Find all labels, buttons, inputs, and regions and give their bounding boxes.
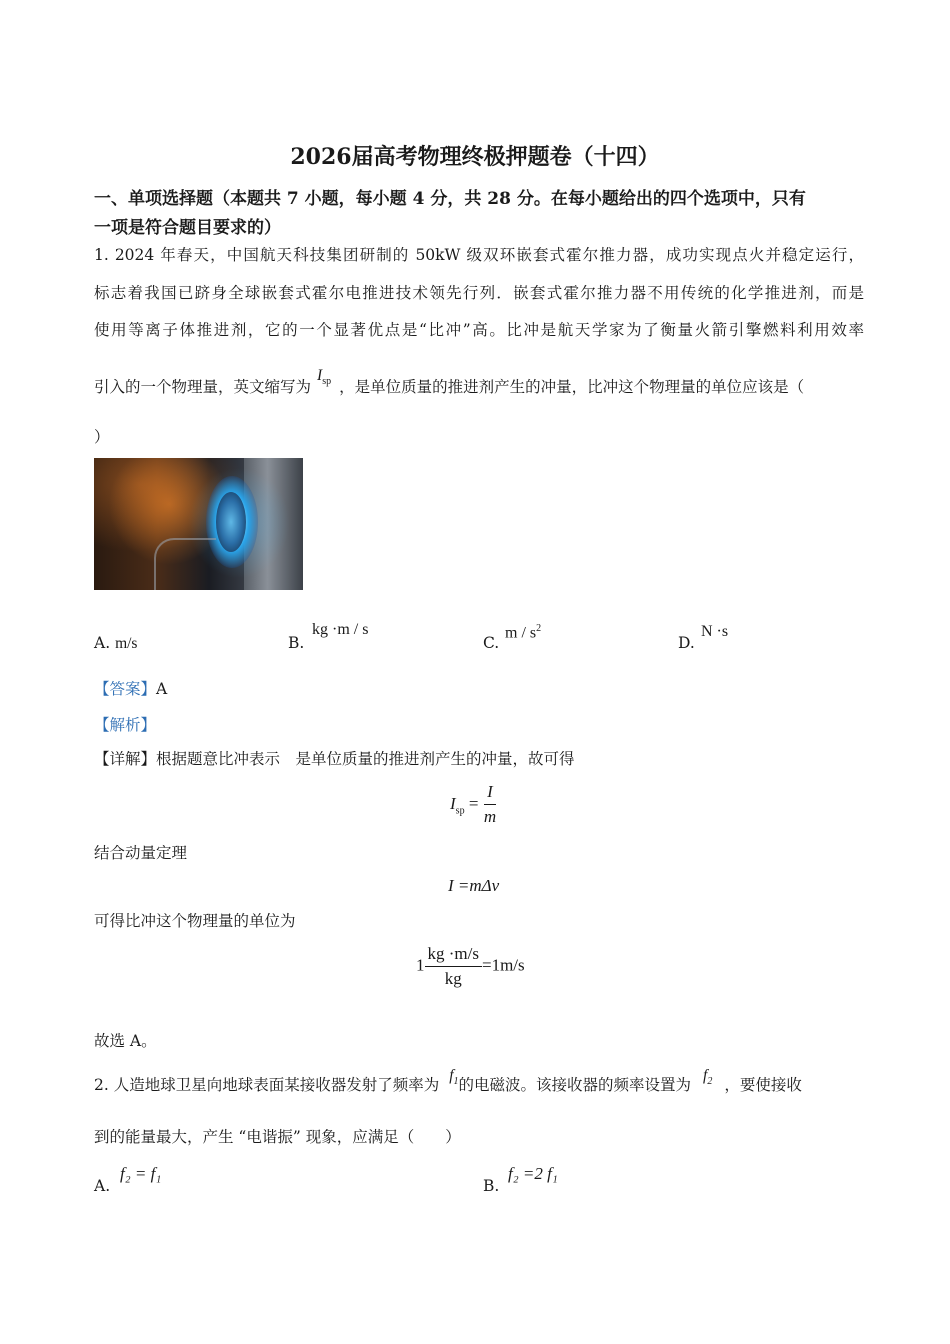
q1-line-3: 使用等离子体推进剂，它的一个显著优点是“比冲”高。比冲是航天学家为了衡量火箭引擎燃料利用效率 (94, 321, 864, 339)
option-c-exponent: 2 (536, 623, 542, 634)
answer-tag: 【答案】 (94, 680, 157, 698)
q1-line-4-end: ，是单位质量的推进剂产生的冲量，比冲这个物理量的单位应该是（ (339, 378, 805, 396)
option-d-label: D. (678, 634, 695, 652)
unit-text: 可得比冲这个物理量的单位为 (94, 912, 296, 930)
thruster-pipes (154, 538, 216, 590)
eq1-fraction (484, 782, 496, 827)
q1-option-a[interactable] (94, 636, 137, 652)
hall-thruster-photo (94, 458, 303, 590)
option-c-label: C. (483, 634, 500, 652)
q2-line-2: 到的能量最大，产生 “电谐振” 现象，应满足（ ） (94, 1128, 461, 1146)
q2-option-b[interactable] (483, 1179, 499, 1195)
option-b-value: kg ·m / s (312, 621, 369, 638)
q2-option-a[interactable] (94, 1179, 110, 1195)
q1-line-4-start: 引入的一个物理量，英文缩写为 (94, 378, 312, 396)
q1-option-c[interactable] (483, 636, 499, 652)
q1-option-d[interactable] (678, 636, 695, 652)
eq3-denominator: kg (444, 969, 462, 988)
equation-momentum: I =mΔv (448, 876, 500, 895)
section-heading-line2: 一项是符合题目要求的） (94, 218, 281, 238)
f2-letter: f (703, 1067, 708, 1084)
equation-isp (450, 782, 496, 827)
q2-option-a-expr: f₂ = f₁ (120, 1164, 162, 1183)
eq3-rhs: =1m/s (481, 955, 525, 975)
q1-option-b[interactable] (288, 636, 304, 652)
isp-letter: I (317, 367, 323, 384)
option-c-unit: m / s (505, 624, 537, 642)
f2-subscript: 2 (707, 1076, 713, 1088)
answer-value: A (156, 680, 168, 698)
eq3-fraction (425, 944, 482, 989)
q2-line-1-start: 2. 人造地球卫星向地球表面某接收器发射了频率为 (94, 1076, 440, 1094)
page-title: 2026届高考物理终极押题卷（十四） (290, 144, 660, 170)
q2-line-1-end: ，要使接收 (724, 1076, 802, 1094)
equation-unit (416, 944, 525, 989)
isp-subscript: sp (322, 376, 332, 388)
q1-line-4 (94, 367, 805, 399)
eq3-numerator: kg ·m/s (425, 944, 482, 967)
combine-text: 结合动量定理 (94, 844, 188, 862)
eq1-equals: = (464, 794, 479, 813)
q2-option-b-label: B. (483, 1177, 500, 1195)
option-c-value (505, 624, 541, 641)
plasma-core (216, 492, 246, 552)
eq1-lhs-sub: sp (455, 805, 465, 817)
eq1-lhs: I (450, 794, 456, 813)
answer-line (94, 682, 167, 698)
q1-line-5: ） (94, 428, 110, 446)
option-a-label: A. (94, 634, 111, 652)
detail-text: 【详解】根据题意比冲表示 是单位质量的推进剂产生的冲量，故可得 (94, 750, 575, 768)
f1-subscript: 1 (453, 1076, 459, 1088)
q2-option-a-label: A. (94, 1177, 111, 1195)
q2-line-1-middle: 的电磁波。该接收器的频率设置为 (458, 1076, 692, 1094)
eq3-coefficient: 1 (416, 955, 425, 975)
f1-symbol (449, 1067, 459, 1088)
q2-line-1 (94, 1067, 802, 1097)
q2-option-b-expr: f₂ =2 f₁ (508, 1164, 558, 1183)
analysis-tag: 【解析】 (94, 716, 157, 734)
option-d-value: N ·s (701, 623, 729, 640)
f1-letter: f (449, 1067, 454, 1084)
section-heading-line1: 一、单项选择题（本题共 7 小题，每小题 4 分，共 28 分。在每小题给出的四个选项中，只有 (94, 189, 806, 209)
f2-symbol (703, 1067, 713, 1088)
eq1-denominator: m (483, 807, 497, 826)
eq1-numerator: I (484, 782, 496, 805)
option-b-label: B. (288, 634, 305, 652)
isp-symbol (317, 367, 332, 388)
option-a-value: m/s (115, 635, 138, 652)
conclusion-text: 故选 A。 (94, 1032, 157, 1050)
q1-line-1: 1. 2024 年春天，中国航天科技集团研制的 50kW 级双环嵌套式霍尔推力器，成功实现点火并稳定运行， (94, 246, 864, 264)
q1-line-2: 标志着我国已跻身全球嵌套式霍尔电推进技术领先行列．嵌套式霍尔推力器不用传统的化学推进剂，而是 (94, 284, 864, 302)
